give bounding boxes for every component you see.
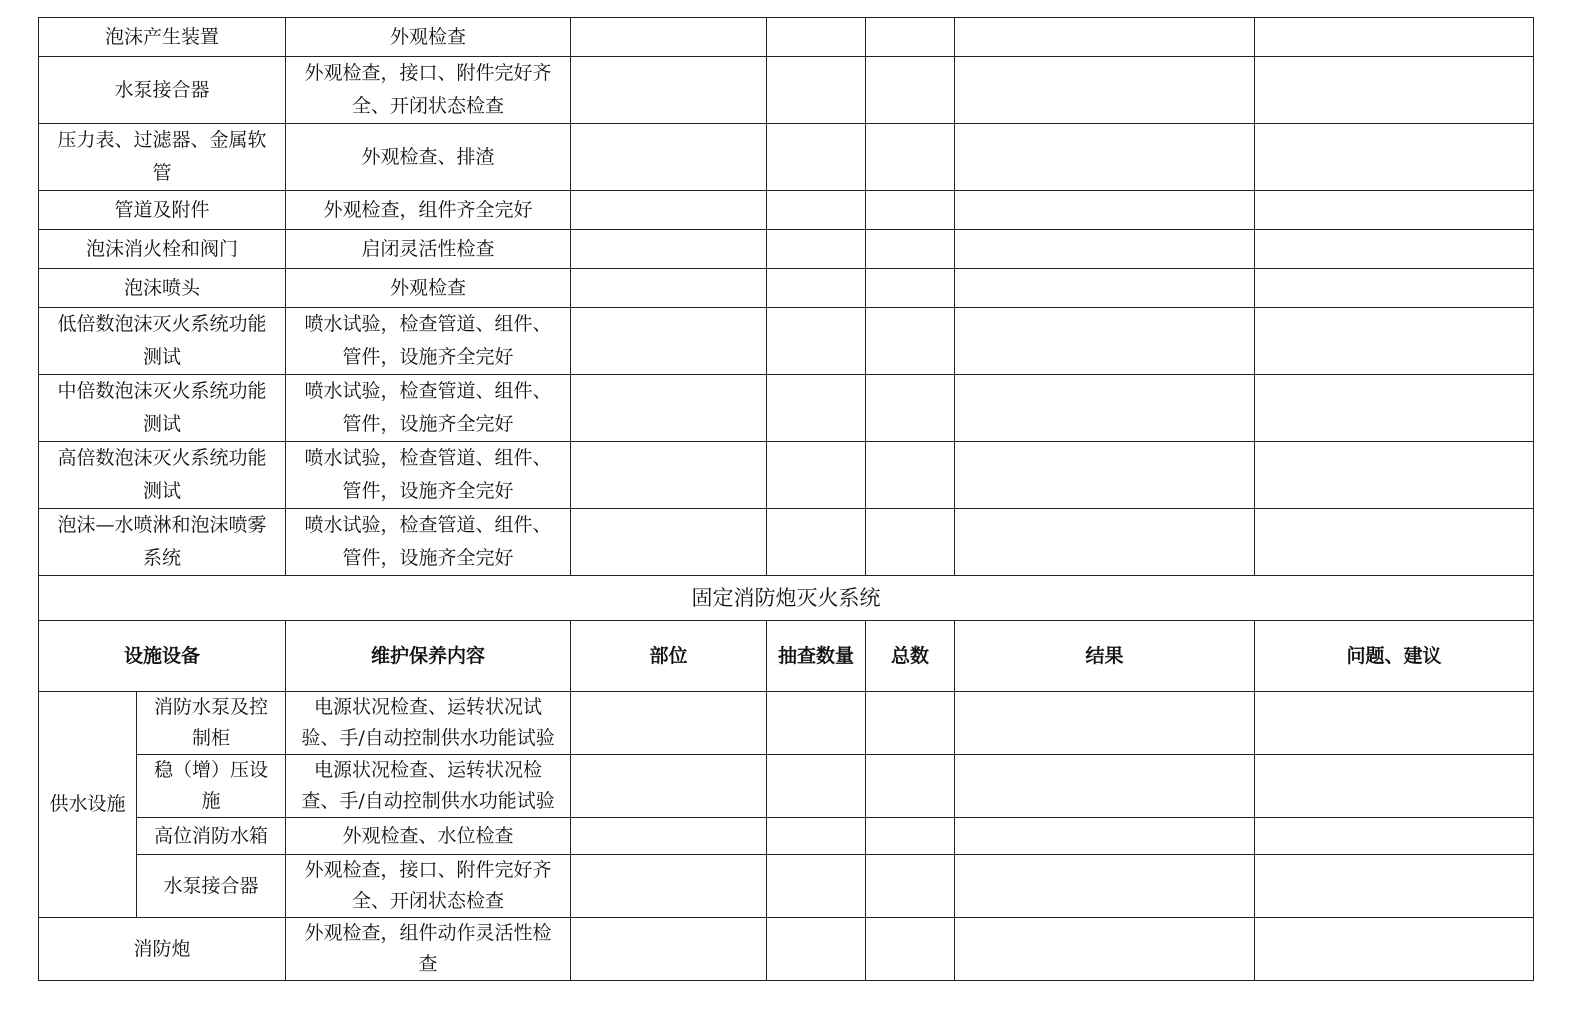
location-cell[interactable] (571, 57, 767, 124)
result-cell[interactable] (955, 57, 1255, 124)
sample-count-cell[interactable] (767, 230, 866, 269)
sample-count-cell[interactable] (767, 191, 866, 230)
total-cell[interactable] (866, 230, 955, 269)
table-row (39, 755, 1534, 818)
sample-count-cell[interactable] (767, 269, 866, 308)
equipment-cell: 水泵接合器 (39, 57, 286, 124)
section-title: 固定消防炮灭火系统 (39, 576, 1534, 621)
content-cell: 启闭灵活性检查 (286, 230, 571, 269)
location-cell[interactable] (571, 269, 767, 308)
sample-count-cell[interactable] (767, 375, 866, 442)
table-row (39, 18, 1534, 57)
location-cell[interactable] (571, 855, 767, 918)
sample-count-cell[interactable] (767, 57, 866, 124)
content-cell: 外观检查、水位检查 (286, 818, 571, 855)
result-cell[interactable] (955, 918, 1255, 981)
content-cell: 外观检查、排渣 (286, 124, 571, 191)
header-result: 结果 (955, 621, 1255, 692)
location-cell[interactable] (571, 442, 767, 509)
equipment-cell: 高倍数泡沫灭火系统功能测试 (39, 442, 286, 509)
total-cell[interactable] (866, 918, 955, 981)
issues-cell[interactable] (1255, 191, 1534, 230)
result-cell[interactable] (955, 442, 1255, 509)
table-row (39, 124, 1534, 191)
table-row (39, 509, 1534, 576)
sample-count-cell[interactable] (767, 509, 866, 576)
table-row (39, 692, 1534, 755)
sample-count-cell[interactable] (767, 308, 866, 375)
total-cell[interactable] (866, 375, 955, 442)
content-cell: 电源状况检查、运转状况检查、手/自动控制供水功能试验 (286, 755, 571, 818)
issues-cell[interactable] (1255, 692, 1534, 755)
issues-cell[interactable] (1255, 818, 1534, 855)
result-cell[interactable] (955, 375, 1255, 442)
table-row (39, 230, 1534, 269)
sample-count-cell[interactable] (767, 442, 866, 509)
content-cell: 外观检查 (286, 18, 571, 57)
section-row (39, 576, 1534, 621)
location-cell[interactable] (571, 755, 767, 818)
equipment-cell: 稳（增）压设施 (137, 755, 286, 818)
total-cell[interactable] (866, 442, 955, 509)
issues-cell[interactable] (1255, 308, 1534, 375)
issues-cell[interactable] (1255, 230, 1534, 269)
content-cell: 喷水试验，检查管道、组件、管件，设施齐全完好 (286, 509, 571, 576)
equipment-cell: 消防炮 (39, 918, 286, 981)
equipment-cell: 中倍数泡沫灭火系统功能测试 (39, 375, 286, 442)
location-cell[interactable] (571, 124, 767, 191)
content-cell: 外观检查，接口、附件完好齐全、开闭状态检查 (286, 855, 571, 918)
table-row (39, 57, 1534, 124)
sample-count-cell[interactable] (767, 755, 866, 818)
group-label: 供水设施 (39, 692, 137, 918)
location-cell[interactable] (571, 18, 767, 57)
issues-cell[interactable] (1255, 18, 1534, 57)
total-cell[interactable] (866, 692, 955, 755)
total-cell[interactable] (866, 818, 955, 855)
location-cell[interactable] (571, 308, 767, 375)
table-row (39, 191, 1534, 230)
total-cell[interactable] (866, 855, 955, 918)
issues-cell[interactable] (1255, 918, 1534, 981)
result-cell[interactable] (955, 692, 1255, 755)
content-cell: 喷水试验，检查管道、组件、管件，设施齐全完好 (286, 375, 571, 442)
result-cell[interactable] (955, 124, 1255, 191)
equipment-cell: 水泵接合器 (137, 855, 286, 918)
location-cell[interactable] (571, 818, 767, 855)
issues-cell[interactable] (1255, 269, 1534, 308)
sample-count-cell[interactable] (767, 918, 866, 981)
header-issues: 问题、建议 (1255, 621, 1534, 692)
content-cell: 喷水试验，检查管道、组件、管件，设施齐全完好 (286, 442, 571, 509)
content-cell: 电源状况检查、运转状况试验、手/自动控制供水功能试验 (286, 692, 571, 755)
result-cell[interactable] (955, 308, 1255, 375)
header-sample-count: 抽查数量 (767, 621, 866, 692)
location-cell[interactable] (571, 230, 767, 269)
equipment-cell: 高位消防水箱 (137, 818, 286, 855)
equipment-cell: 泡沫喷头 (39, 269, 286, 308)
table-row (39, 918, 1534, 981)
result-cell[interactable] (955, 230, 1255, 269)
sample-count-cell[interactable] (767, 18, 866, 57)
result-cell[interactable] (955, 18, 1255, 57)
sample-count-cell[interactable] (767, 855, 866, 918)
total-cell[interactable] (866, 509, 955, 576)
location-cell[interactable] (571, 692, 767, 755)
header-location: 部位 (571, 621, 767, 692)
location-cell[interactable] (571, 509, 767, 576)
issues-cell[interactable] (1255, 755, 1534, 818)
result-cell[interactable] (955, 855, 1255, 918)
issues-cell[interactable] (1255, 442, 1534, 509)
content-cell: 外观检查，接口、附件完好齐全、开闭状态检查 (286, 57, 571, 124)
content-cell: 喷水试验，检查管道、组件、管件，设施齐全完好 (286, 308, 571, 375)
total-cell[interactable] (866, 269, 955, 308)
header-equipment: 设施设备 (39, 621, 286, 692)
issues-cell[interactable] (1255, 375, 1534, 442)
maintenance-table (38, 17, 1534, 981)
sample-count-cell[interactable] (767, 124, 866, 191)
equipment-cell: 泡沫—水喷淋和泡沫喷雾系统 (39, 509, 286, 576)
sample-count-cell[interactable] (767, 692, 866, 755)
header-content: 维护保养内容 (286, 621, 571, 692)
content-cell: 外观检查，组件动作灵活性检查 (286, 918, 571, 981)
table-row (39, 308, 1534, 375)
header-total: 总数 (866, 621, 955, 692)
issues-cell[interactable] (1255, 855, 1534, 918)
equipment-cell: 管道及附件 (39, 191, 286, 230)
sample-count-cell[interactable] (767, 818, 866, 855)
total-cell[interactable] (866, 191, 955, 230)
result-cell[interactable] (955, 755, 1255, 818)
content-cell: 外观检查 (286, 269, 571, 308)
equipment-cell: 压力表、过滤器、金属软管 (39, 124, 286, 191)
header-row (39, 621, 1534, 692)
issues-cell[interactable] (1255, 57, 1534, 124)
equipment-cell: 泡沫产生装置 (39, 18, 286, 57)
result-cell[interactable] (955, 269, 1255, 308)
table-row (39, 855, 1534, 918)
location-cell[interactable] (571, 191, 767, 230)
result-cell[interactable] (955, 818, 1255, 855)
result-cell[interactable] (955, 509, 1255, 576)
equipment-cell: 低倍数泡沫灭火系统功能测试 (39, 308, 286, 375)
table-row (39, 442, 1534, 509)
location-cell[interactable] (571, 918, 767, 981)
equipment-cell: 消防水泵及控制柜 (137, 692, 286, 755)
table-row (39, 269, 1534, 308)
content-cell: 外观检查，组件齐全完好 (286, 191, 571, 230)
location-cell[interactable] (571, 375, 767, 442)
total-cell[interactable] (866, 18, 955, 57)
total-cell[interactable] (866, 755, 955, 818)
total-cell[interactable] (866, 57, 955, 124)
table-row (39, 375, 1534, 442)
total-cell[interactable] (866, 308, 955, 375)
result-cell[interactable] (955, 191, 1255, 230)
total-cell[interactable] (866, 124, 955, 191)
issues-cell[interactable] (1255, 509, 1534, 576)
issues-cell[interactable] (1255, 124, 1534, 191)
table-row (39, 818, 1534, 855)
equipment-cell: 泡沫消火栓和阀门 (39, 230, 286, 269)
